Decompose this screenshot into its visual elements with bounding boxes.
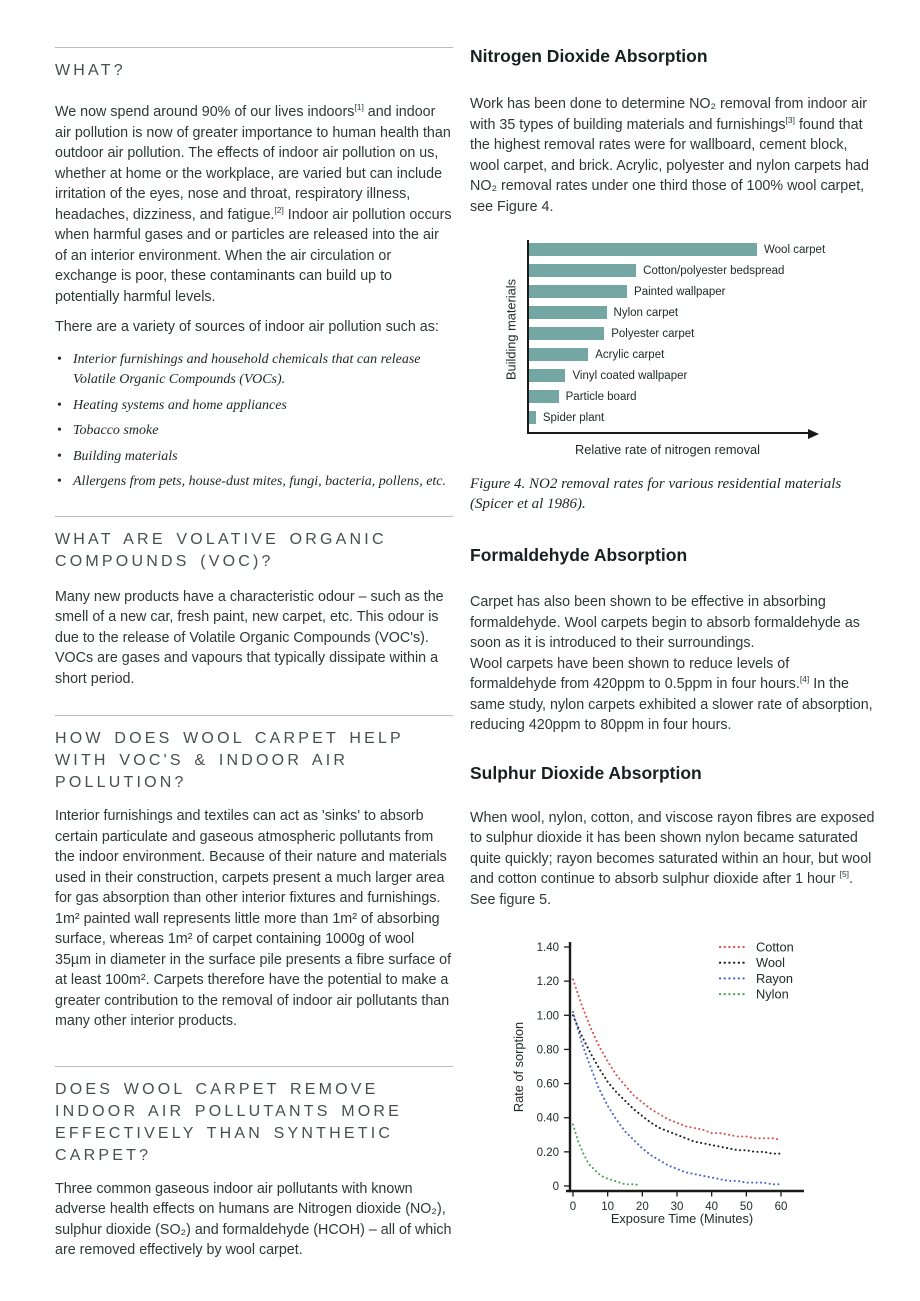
figure4-x-axis-label: Relative rate of nitrogen removal bbox=[575, 442, 760, 457]
right-column bbox=[470, 45, 876, 1239]
legend-label: Cotton bbox=[756, 939, 794, 955]
list-item: • Building materials bbox=[55, 447, 453, 468]
paragraph: Interior furnishings and textiles can act as 'sinks' to absorb certain particulate and gaseous atmospheric pollutants from the indoor environment. Because of their nature and materials used in their construction, carpets present a much larger area for gas absorption than other interior fixtures and furnishings. 1m² painted wall represents little more than 1m² of absorbing surface, whereas 1m² of carpet containing 1000g of wool 35µm in diameter in the surface pile presents a fibre surface of at least 100m². Carpets therefore have the potential to make a greater contribution to the removal of indoor air pollutants than many other interior products. bbox=[55, 808, 452, 1029]
bar-row bbox=[529, 369, 810, 382]
paragraph: We now spend around 90% of our lives indoors[1] and indoor air pollution is now of greater importance to human health than outdoor air pollution. The effects of indoor air pollution on us, whether at home or the workplace, are varied but can include irritation of the eyes, nose and throat, respiratory illness, headaches, dizziness, and fatigue.[2] Indoor air pollution occurs when harmful gases and or particles are released into the air of an interior environment. When the air circulation or exchange is poor, these contaminants can build up to potentially harmful levels. bbox=[55, 102, 452, 305]
bar bbox=[529, 369, 565, 382]
list-item: • Tobacco smoke bbox=[55, 421, 453, 442]
paragraph: There are a variety of sources of indoor air pollution such as: bbox=[55, 319, 439, 335]
series-wool bbox=[573, 1015, 781, 1153]
section-divider bbox=[55, 1066, 453, 1067]
legend-label: Wool bbox=[756, 955, 785, 971]
bar-row bbox=[529, 306, 810, 319]
section-heading-so2: Sulphur Dioxide Absorption bbox=[470, 762, 702, 783]
bar-label: Painted wallpaper bbox=[634, 285, 726, 298]
section-heading-what: WHAT? bbox=[55, 62, 126, 79]
data-series bbox=[573, 979, 781, 1186]
bar-row bbox=[529, 411, 810, 424]
y-tick-label: 0.20 bbox=[536, 1146, 559, 1159]
x-tick-label: 60 bbox=[774, 1201, 788, 1213]
bar-row bbox=[529, 390, 810, 403]
y-tick-label: 0.60 bbox=[536, 1078, 559, 1091]
section-heading-voc: WHAT ARE VOLATIVE ORGANIC COMPOUNDS (VOC)? bbox=[55, 530, 387, 570]
figure4-plot-area bbox=[527, 240, 826, 434]
bar-label: Spider plant bbox=[542, 411, 605, 424]
bar-label: Vinyl coated wallpaper bbox=[572, 369, 688, 382]
paragraph: Many new products have a characteristic odour – such as the smell of a new car, fresh paint, new carpet, etc. This odour is due to the release of Volatile Organic Compounds (VOC's). VOCs are gases and vapours that typically dissipate within a short period. bbox=[55, 588, 444, 687]
bar bbox=[529, 243, 757, 256]
section-heading-no2: Nitrogen Dioxide Absorption bbox=[470, 46, 708, 66]
list-item: • Allergens from pets, house-dust mites, fungi, bacteria, pollens, etc. bbox=[55, 472, 453, 493]
paragraph: When wool, nylon, cotton, and viscose rayon fibres are exposed to sulphur dioxide it has been shown nylon became saturated quite quickly; rayon becomes saturated within an hour, but wool and cotton continue to absorb sulphur dioxide after 1 hour [5]. See figure 5. bbox=[470, 809, 875, 908]
section-divider bbox=[55, 516, 453, 517]
left-column bbox=[55, 40, 453, 1261]
bar bbox=[529, 348, 588, 361]
bar bbox=[529, 264, 636, 277]
x-tick-label: 10 bbox=[601, 1201, 615, 1213]
y-tick-label: 1.40 bbox=[536, 942, 559, 954]
pollution-sources-list bbox=[55, 350, 453, 493]
series-rayon bbox=[573, 1012, 781, 1184]
paragraph: Carpet has also been shown to be effective in absorbing formaldehyde. Wool carpets begin to absorb formaldehyde as soon as it is introduced to their surroundings. Wool carpets have been shown to reduce levels of formaldehyde from 420ppm to 0.5ppm in four hours.[4] In the same study, nylon carpets exhibited a slower rate of absorption, reducing 420ppm to 80ppm in four hours. bbox=[470, 594, 873, 733]
x-tick-label: 20 bbox=[635, 1201, 649, 1213]
list-item: • Heating systems and home appliances bbox=[55, 396, 453, 417]
bar-row bbox=[529, 243, 826, 256]
bar bbox=[529, 306, 607, 319]
bar-label: Wool carpet bbox=[764, 243, 826, 256]
y-tick-label: 0.40 bbox=[536, 1112, 559, 1125]
series-cotton bbox=[573, 979, 781, 1140]
section-heading-does: DOES WOOL CARPET REMOVE INDOOR AIR POLLUTANTS MORE EFFECTIVELY THAN SYNTHETIC CARPET? bbox=[55, 1080, 403, 1164]
figure4-y-axis-label: Building materials bbox=[503, 279, 519, 381]
figure5-x-axis-label: Exposure Time (Minutes) bbox=[610, 1211, 754, 1226]
bar-label: Polyester carpet bbox=[611, 327, 695, 340]
bar bbox=[529, 411, 536, 424]
x-tick-label: 40 bbox=[705, 1201, 719, 1213]
bar-row bbox=[529, 348, 810, 361]
legend bbox=[720, 940, 794, 1002]
bar-row bbox=[529, 285, 810, 298]
paragraph: Work has been done to determine NO₂ removal from indoor air with 35 types of building materials and furnishings[3] found that the highest removal rates were for wallboard, cement block, wool carpet, and brick. Acrylic, polyester and nylon carpets had NO₂ removal rates under one third those of 100% wool carpet, see Figure 4. bbox=[470, 96, 869, 215]
bar-label: Cotton/polyester bedspread bbox=[643, 264, 785, 277]
y-tick-label: 1.20 bbox=[536, 976, 559, 989]
series-nylon bbox=[573, 1125, 641, 1187]
x-tick-label: 0 bbox=[569, 1201, 577, 1213]
x-axis-arrow-icon bbox=[808, 429, 819, 439]
y-tick-label: 0 bbox=[552, 1181, 559, 1193]
list-item: • Interior furnishings and household chemicals that can release Volatile Organic Compounds (VOCs). bbox=[55, 350, 453, 391]
bar-label: Nylon carpet bbox=[613, 306, 679, 319]
section-heading-formaldehyde: Formaldehyde Absorption bbox=[470, 545, 688, 565]
figure4-bar-chart bbox=[470, 240, 876, 458]
figure4-bars bbox=[529, 240, 826, 424]
bar bbox=[529, 327, 604, 340]
figure5-svg bbox=[470, 934, 876, 1234]
y-tick-label: 0.80 bbox=[536, 1044, 559, 1057]
bar bbox=[529, 390, 559, 403]
x-tick-label: 50 bbox=[739, 1201, 753, 1213]
x-tick-label: 30 bbox=[670, 1201, 684, 1213]
section-divider bbox=[55, 47, 453, 48]
figure5-y-axis-label: Rate of sorption bbox=[511, 1021, 526, 1113]
y-tick-label: 1.00 bbox=[536, 1010, 559, 1023]
bar bbox=[529, 285, 627, 298]
legend-label: Rayon bbox=[756, 970, 793, 986]
figure5-line-chart bbox=[470, 934, 876, 1239]
bar-label: Acrylic carpet bbox=[595, 348, 665, 361]
bar-row bbox=[529, 327, 810, 340]
paragraph: Three common gaseous indoor air pollutants with known adverse health effects on humans are Nitrogen dioxide (NO₂), sulphur dioxide (SO₂) and formaldehyde (HCOH) – all of which are removed effectively by wool carpet. bbox=[55, 1180, 452, 1258]
section-heading-how: HOW DOES WOOL CARPET HELP WITH VOC'S & INDOOR AIR POLLUTION? bbox=[55, 730, 404, 791]
bar-row bbox=[529, 264, 810, 277]
section-divider bbox=[55, 715, 453, 716]
legend-label: Nylon bbox=[756, 986, 789, 1002]
figure4-caption: Figure 4. NO2 removal rates for various residential materials (Spicer et al 1986). bbox=[470, 476, 842, 512]
bar-label: Particle board bbox=[565, 390, 637, 403]
